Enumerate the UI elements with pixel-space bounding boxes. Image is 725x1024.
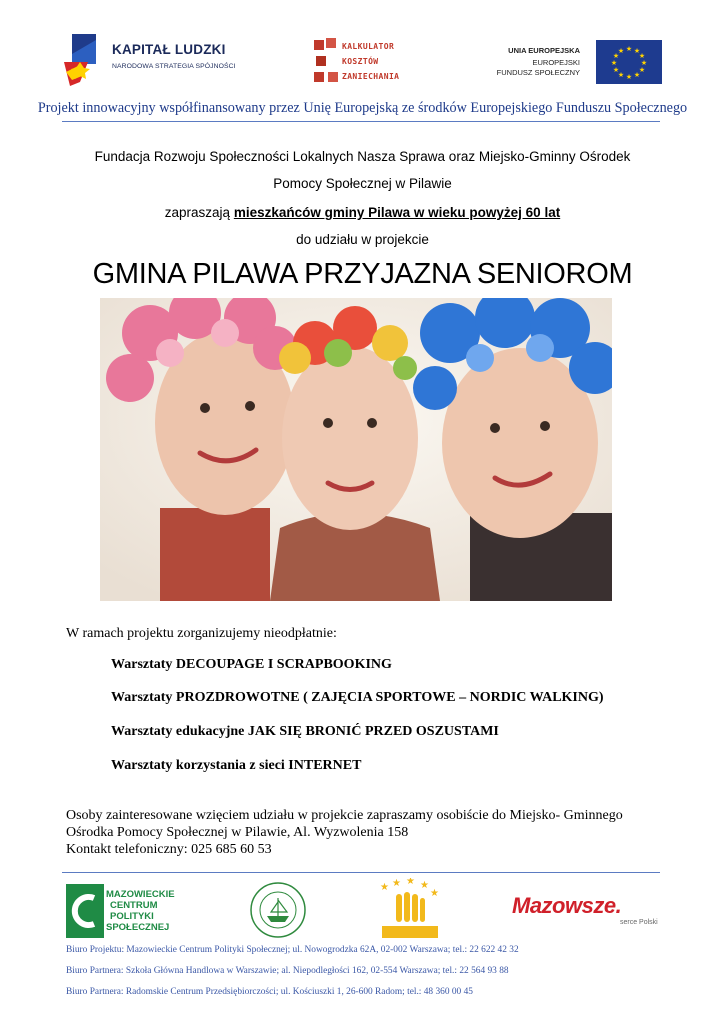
mazowsze-wordmark: Mazowsze. <box>512 893 622 918</box>
rcp-stars-emblem-icon <box>378 878 442 940</box>
svg-text:★: ★ <box>617 71 625 79</box>
kalkulator-blocks-icon <box>312 38 340 86</box>
workshop-item: Warsztaty PROZDROWOTNE ( ZAJĘCIA SPORTOWE – NORDIC WALKING) <box>111 690 604 705</box>
rcp-logo <box>378 878 442 940</box>
kapital-ludzki-emblem-icon <box>62 32 106 88</box>
mcps-line-2: CENTRUM <box>110 900 158 911</box>
svg-text:★: ★ <box>640 59 648 67</box>
svg-text:★: ★ <box>633 71 641 79</box>
contact-line-1: Osoby zainteresowane wzięciem udziału w projekcie zapraszamy osobiście do Miejsko- Gminnego <box>66 808 623 823</box>
cofinancing-caption: Projekt innowacyjny współfinansowany przez Unię Europejską ze środków Europejskiego Funduszu Społecznego <box>37 100 688 116</box>
ue-line-3: FUNDUSZ SPOŁECZNY <box>496 68 580 77</box>
svg-text:★: ★ <box>380 882 389 893</box>
svg-text:★: ★ <box>420 880 429 891</box>
eu-efs-logo <box>490 40 662 86</box>
workshop-item: Warsztaty DECOUPAGE I SCRAPBOOKING <box>111 657 392 672</box>
ue-line-1: UNIA EUROPEJSKA <box>508 46 580 55</box>
svg-text:★: ★ <box>638 52 646 60</box>
program-intro: W ramach projektu zorganizujemy nieodpłatnie: <box>66 626 337 641</box>
mcps-emblem-icon <box>66 884 104 938</box>
header-divider <box>62 121 660 122</box>
invitation-target: mieszkańców gminy Pilawa w wieku powyżej 60 lat <box>233 205 561 220</box>
svg-text:★: ★ <box>612 52 620 60</box>
invitation-line <box>0 205 725 220</box>
mazowsze-tagline: serce Polski <box>620 919 658 926</box>
invitation-prefix: zapraszają <box>164 205 234 220</box>
kapital-ludzki-subtitle: NARODOWA STRATEGIA SPÓJNOŚCI <box>112 63 236 70</box>
svg-text:★: ★ <box>406 878 415 887</box>
workshop-item: Warsztaty korzystania z sieci INTERNET <box>111 758 362 773</box>
svg-text:★: ★ <box>638 66 646 74</box>
mcps-logo <box>66 884 182 938</box>
organizers-line-1: Fundacja Rozwoju Społeczności Lokalnych Nasza Sprawa oraz Miejsko-Gminny Ośrodek <box>94 149 631 164</box>
footer-divider <box>62 872 660 873</box>
svg-text:★: ★ <box>392 878 401 889</box>
seniors-photo <box>100 298 612 601</box>
mcps-line-3: POLITYKI <box>110 911 154 922</box>
workshop-item: Warsztaty edukacyjne JAK SIĘ BRONIĆ PRZED OSZUSTAMI <box>111 724 499 739</box>
mcps-line-4: SPOŁECZNEJ <box>106 922 170 933</box>
footer-address-partner-sgh: Biuro Partnera: Szkoła Główna Handlowa w Warszawie; al. Niepodległości 162, 02-554 Warszawa; tel.: 22 564 93 88 <box>66 966 509 976</box>
headline: GMINA PILAWA PRZYJAZNA SENIOROM <box>92 258 633 290</box>
contact-line-2: Ośrodka Pomocy Społecznej w Pilawie, Al. Wyzwolenia 158 <box>66 825 409 840</box>
footer-address-partner-rcp: Biuro Partnera: Radomskie Centrum Przedsiębiorczości; ul. Kościuszki 1, 26-600 Radom; tel.: 48 360 00 45 <box>66 987 473 997</box>
svg-text:★: ★ <box>612 66 620 74</box>
kapital-ludzki-logo <box>62 32 252 88</box>
sgh-logo <box>245 880 311 940</box>
mcps-line-1: MAZOWIECKIE <box>106 889 175 900</box>
contact-phone: Kontakt telefoniczny: 025 685 60 53 <box>66 842 272 857</box>
sgh-seal-icon <box>245 880 311 940</box>
svg-text:★: ★ <box>430 888 439 899</box>
kalkulator-line-2: KOSZTÓW <box>342 57 379 66</box>
eu-flag-icon <box>596 40 662 84</box>
svg-text:★: ★ <box>625 45 633 53</box>
kapital-ludzki-title: KAPITAŁ LUDZKI <box>112 42 226 57</box>
three-seniors-in-flower-caps-image <box>100 298 612 601</box>
participation-line: do udziału w projekcie <box>296 232 429 247</box>
footer-address-project-office: Biuro Projektu: Mazowieckie Centrum Polityki Społecznej; ul. Nowogrodzka 62A, 02-002 Warszawa; tel.: 22 622 42 32 <box>66 945 519 955</box>
mazowsze-logo <box>512 893 662 931</box>
ue-line-2: EUROPEJSKI <box>532 58 580 67</box>
organizers-line-2: Pomocy Społecznej w Pilawie <box>273 176 452 191</box>
kalkulator-line-1: KALKULATOR <box>342 42 395 51</box>
svg-text:★: ★ <box>610 59 618 67</box>
svg-text:★: ★ <box>633 47 641 55</box>
kalkulator-logo <box>312 38 422 88</box>
kalkulator-line-3: ZANIECHANIA <box>342 72 400 81</box>
svg-text:★: ★ <box>617 47 625 55</box>
svg-text:★: ★ <box>625 73 633 81</box>
